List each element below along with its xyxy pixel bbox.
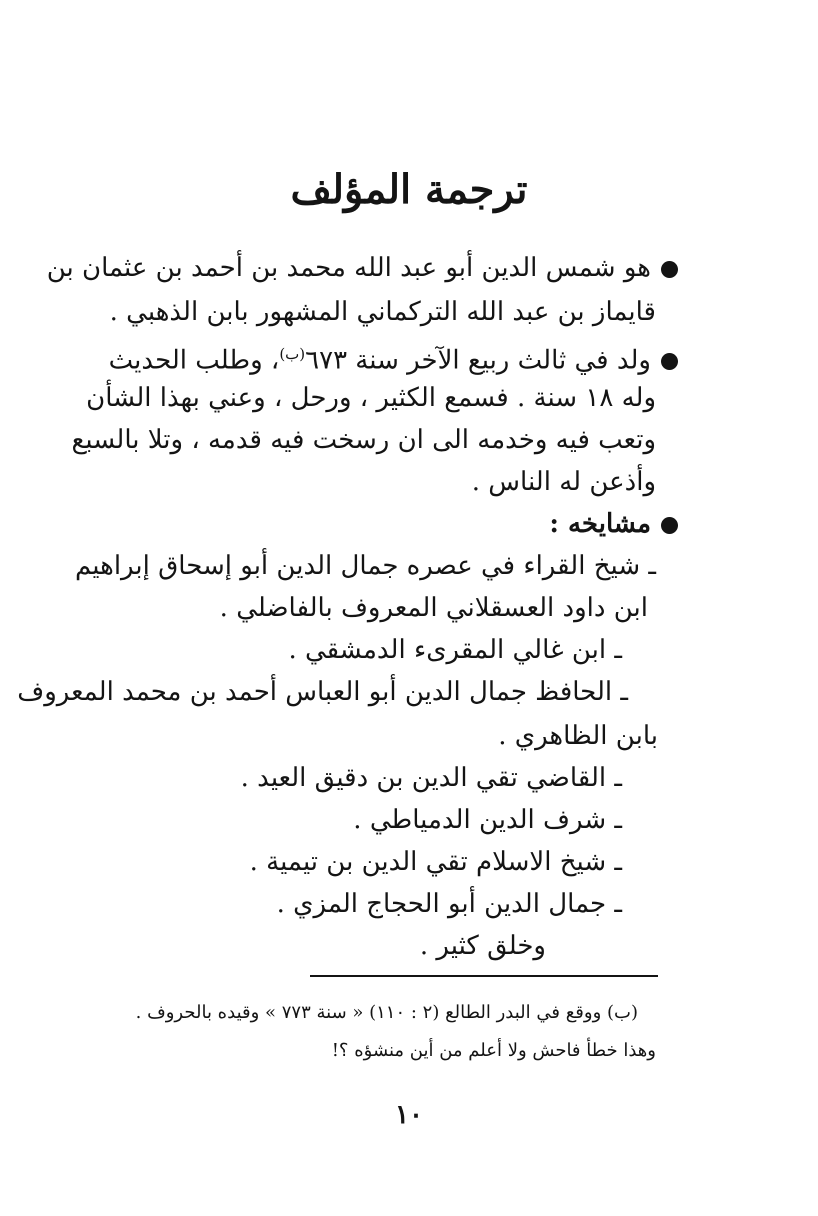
teacher-item	[277, 884, 622, 928]
text: قايماز بن عبد الله التركماني المشهور بابن الذهبي .	[109, 297, 656, 327]
text: هو شمس الدين أبو عبد الله محمد بن أحمد بن عثمان بن	[46, 253, 651, 283]
paragraph-line	[109, 334, 678, 378]
teacher-item	[250, 842, 622, 886]
teacher-item	[288, 630, 622, 674]
paragraph-line	[86, 378, 656, 422]
text: ـ الحافظ جمال الدين أبو العباس أحمد بن محمد المعروف	[17, 677, 628, 707]
text: ابن داود العسقلاني المعروف بالفاضلي .	[219, 593, 648, 623]
bullet-icon	[661, 261, 678, 278]
teacher-item	[241, 758, 622, 802]
text: بابن الظاهري .	[498, 721, 658, 751]
text: وأذعن له الناس .	[471, 467, 656, 497]
closing-line	[420, 926, 546, 970]
text: ـ شيخ القراء في عصره جمال الدين أبو إسحاق إبراهيم	[74, 551, 656, 581]
text: وهذا خطأ فاحش ولا أعلم من أين منشؤه ؟!	[331, 1040, 656, 1061]
paragraph-line	[472, 462, 656, 506]
text: ـ جمال الدين أبو الحجاج المزي .	[276, 889, 622, 919]
page-number: ١٠	[395, 1100, 423, 1130]
text: ـ القاضي تقي الدين بن دقيق العيد .	[240, 763, 622, 793]
teacher-item	[353, 800, 622, 844]
text: وخلق كثير .	[419, 931, 546, 961]
teacher-item-continued	[220, 588, 648, 632]
teacher-item	[75, 546, 656, 590]
teachers-heading	[549, 504, 678, 548]
text: ـ ابن غالي المقرىء الدمشقي .	[288, 635, 622, 665]
footnote-line	[136, 998, 638, 1028]
text: مشايخه :	[549, 509, 651, 539]
bullet-icon	[661, 517, 678, 534]
text: وله ١٨ سنة . فسمع الكثير ، ورحل ، وعني بهذا الشأن	[86, 383, 656, 413]
text: ولد في ثالث ربيع الآخر سنة ٦٧٣	[305, 345, 651, 376]
paragraph-line	[47, 248, 678, 292]
paragraph-line	[72, 420, 656, 464]
teacher-item	[17, 672, 628, 716]
text: ـ شرف الدين الدمياطي .	[353, 805, 622, 835]
text: (ب) ووقع في البدر الطالع (٢ : ١١٠) « سنة ٧٧٣ » وقيده بالحروف .	[135, 1002, 638, 1023]
text: ـ شيخ الاسلام تقي الدين بن تيمية .	[249, 847, 622, 877]
footnote-reference[interactable]: (ب)	[279, 345, 306, 363]
footnote-line	[332, 1036, 656, 1066]
paragraph-line	[110, 292, 656, 336]
text: وتعب فيه وخدمه الى ان رسخت فيه قدمه ، وتلا بالسبع	[71, 425, 656, 455]
bullet-icon	[661, 353, 678, 370]
page-title: ترجمة المؤلف	[290, 166, 528, 213]
teacher-item-continued	[498, 716, 658, 760]
footnote-separator	[310, 975, 658, 977]
text: ، وطلب الحديث	[108, 345, 280, 376]
